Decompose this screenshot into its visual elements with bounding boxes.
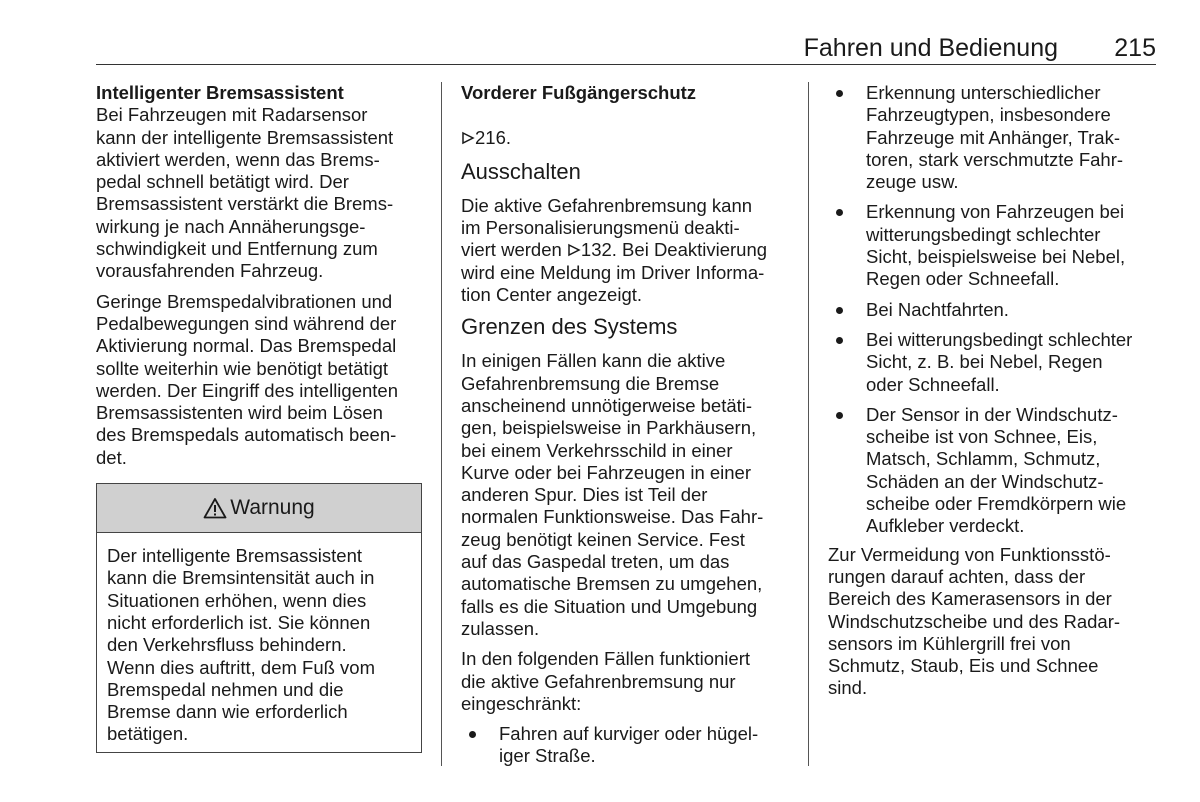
section-heading: Ausschalten [461, 158, 581, 184]
column-right [828, 82, 1158, 708]
column-divider [808, 82, 809, 766]
warning-header [97, 484, 421, 533]
list-item: Fahren auf kurviger oder hügel- iger Straße. [461, 723, 791, 768]
page-reference: 216. [461, 104, 791, 149]
warning-triangle-icon [203, 497, 227, 519]
list-item: Der Sensor in der Windschutz- scheibe ist von Schnee, Eis, Matsch, Schlamm, Schmutz, Schäden an der Windschutz- scheibe oder Fremdkörpern wie Aufkleber verdeckt. [828, 404, 1158, 538]
section-heading: Grenzen des Systems [461, 314, 678, 340]
page-header [96, 30, 1156, 65]
list-item: Bei witterungsbedingt schlechter Sicht, z. B. bei Nebel, Regen oder Schneefall. [828, 329, 1158, 396]
warning-box [96, 483, 422, 753]
column-divider [441, 82, 442, 766]
warning-text: Der intelligente Bremsassistent kann die Bremsintensität auch in Situationen erhöhen, wenn dies nicht erforderlich ist. Sie können den Verkehrsfluss behindern. Wenn dies auftritt, dem Fuß vom Bremspedal nehmen und die Bremse dann wie erforderlich betätigen. [107, 545, 376, 745]
warning-title: Warnung [230, 495, 315, 519]
subsection-heading: Vorderer Fußgängerschutz [461, 82, 697, 103]
list-item: Erkennung von Fahrzeugen bei witterungsbedingt schlechter Sicht, beispielsweise bei Nebel, Regen oder Schneefall. [828, 201, 1158, 290]
bullet-list [828, 82, 1158, 538]
paragraph: Die aktive Gefahrenbremsung kann im Personalisierungsmenü deakti- viert werden 132. Bei Deaktivierung wird eine Meldung im Driver Informa- tion Center angezeigt. [461, 194, 768, 306]
reference-arrow-icon [461, 131, 475, 145]
bullet-list [461, 723, 791, 768]
bullet-icon [469, 731, 476, 738]
paragraph: Geringe Bremspedalvibrationen und Pedalbewegungen sind während der Aktivierung normal. Das Bremspedal sollte weiterhin wie benötigt betätigt werden. Der Eingriff des intelligenten Bremsassistenten wird beim Lösen des Bremspedals automatisch been- det. [96, 290, 398, 468]
page-number: 215 [1114, 34, 1156, 62]
list-item: Bei Nachtfahrten. [828, 299, 1158, 321]
subsection-heading: Intelligenter Bremsassistent [96, 82, 344, 103]
column-middle [461, 82, 791, 776]
section-title: Fahren und Bedienung [803, 34, 1058, 62]
bullet-icon [836, 412, 843, 419]
paragraph: Zur Vermeidung von Funktionsstö- rungen darauf achten, dass der Bereich des Kamerasensors in der Windschutzscheibe und des Radar- sensors im Kühlergrill frei von Schmutz, Staub, Eis und Schnee sind. [828, 543, 1121, 699]
reference-arrow-icon [567, 243, 581, 257]
bullet-icon [836, 90, 843, 97]
list-item: Erkennung unterschiedlicher Fahrzeugtypen, insbesondere Fahrzeuge mit Anhänger, Trak- toren, stark verschmutzte Fahr- zeuge usw. [828, 82, 1158, 193]
paragraph: Bei Fahrzeugen mit Radarsensor kann der intelligente Bremsassistent aktiviert werden, wenn das Brems- pedal schnell betätigt wird. Der Bremsassistent verstärkt die Brems- wirkung je nach Annäherungsge- schwindigkeit und Entfernung zum vorausfahrenden Fahrzeug. [96, 104, 394, 282]
bullet-icon [836, 209, 843, 216]
warning-body [97, 533, 421, 752]
bullet-icon [836, 307, 843, 314]
column-left [96, 82, 426, 753]
paragraph: In einigen Fällen kann die aktive Gefahrenbremsung die Bremse anscheinend unnötigerweise betäti- gen, beispielsweise in Parkhäusern, bei einem Verkehrsschild in einer Kurve oder bei Fahrzeugen in einer anderen Spur. Dies ist Teil der normalen Funktionsweise. Das Fahr- zeug benötigt keinen Service. Fest auf das Gaspedal treten, um das automatische Bremsen zu umgehen, falls es die Situation und Umgebung zulassen. [461, 350, 764, 639]
paragraph: In den folgenden Fällen funktioniert die aktive Gefahrenbremsung nur eingeschränkt: [461, 648, 751, 714]
bullet-icon [836, 337, 843, 344]
